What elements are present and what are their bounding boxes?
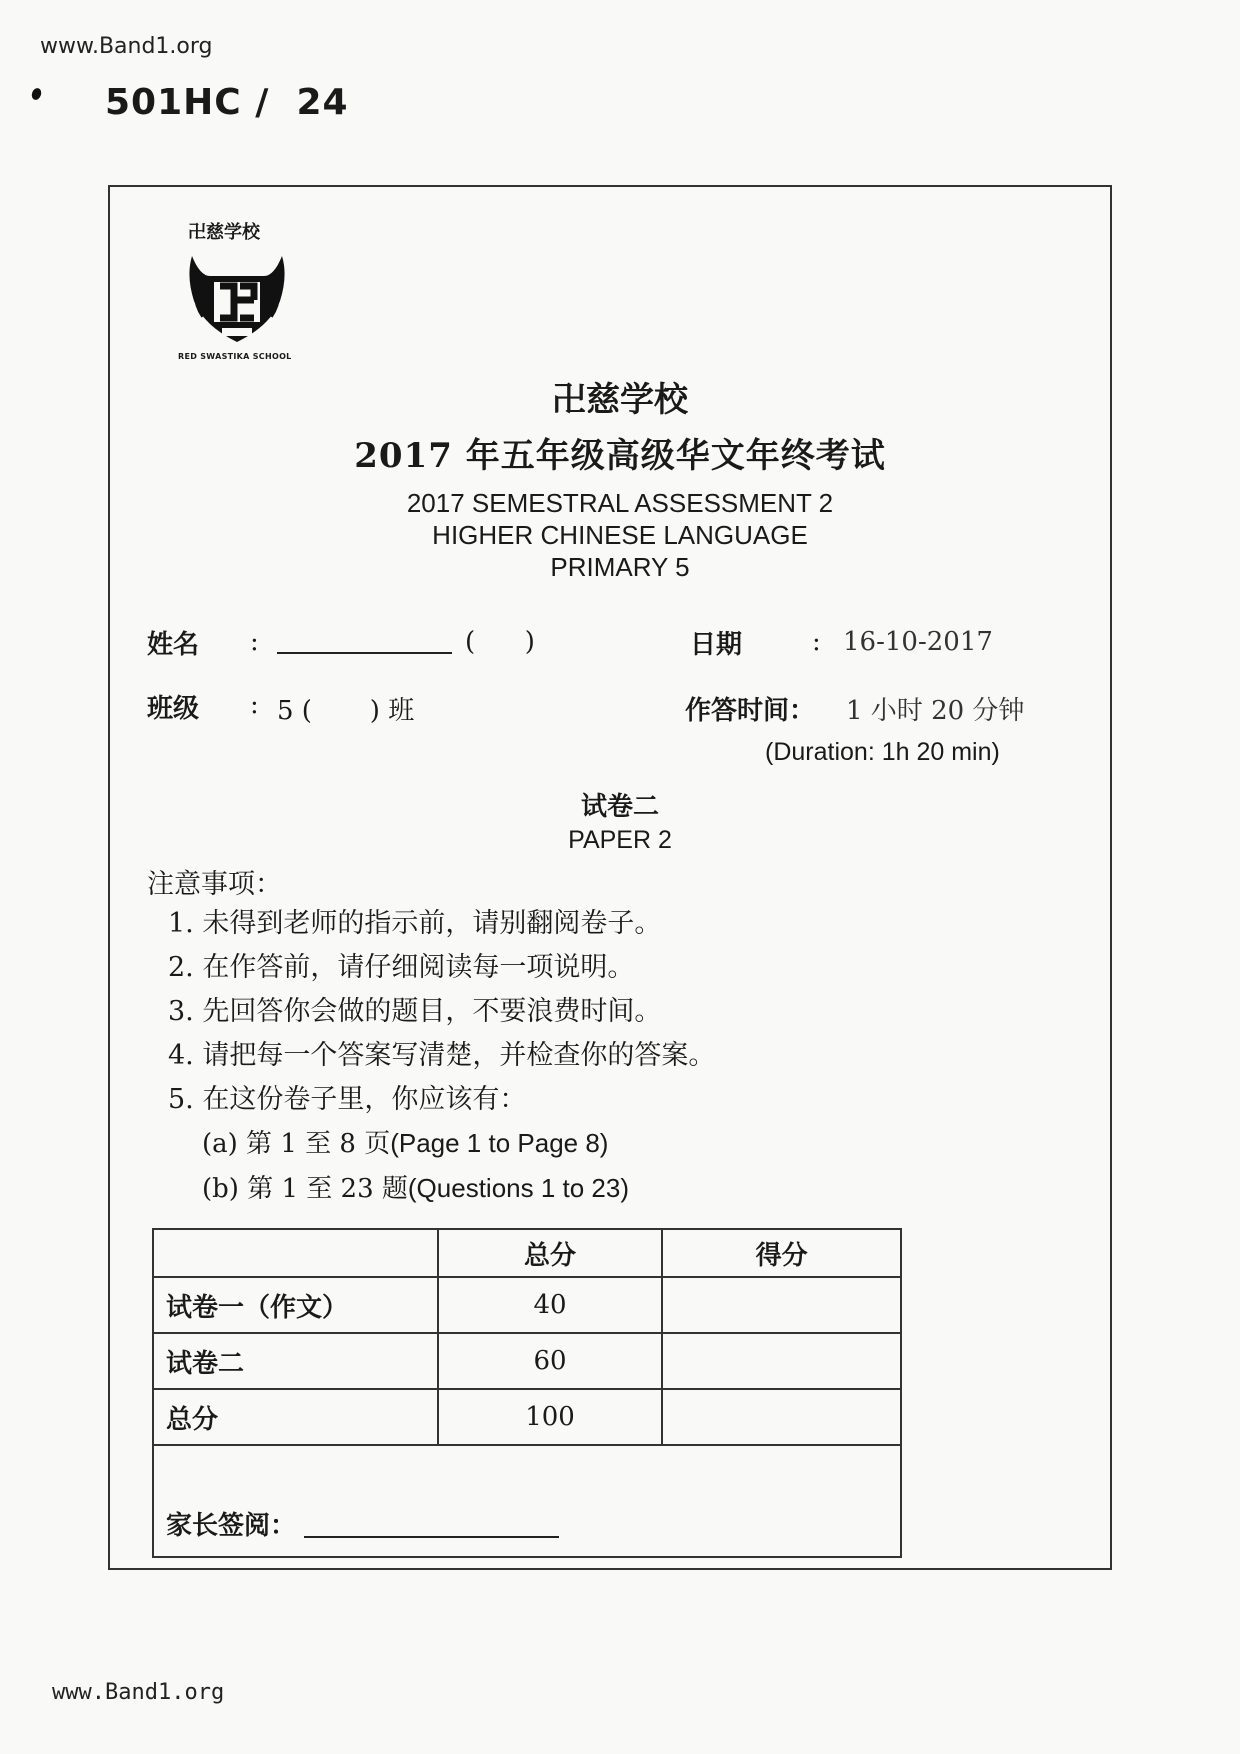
exam-title-chinese: 2017 年五年级高级华文年终考试 <box>354 436 886 476</box>
paper-code: 501HC / 24 <box>105 82 349 123</box>
note-subitem-b <box>202 1166 629 1211</box>
row-score-cell[interactable] <box>662 1389 901 1445</box>
note-item: 3. 先回答你会做的题目，不要浪费时间。 <box>168 996 662 1027</box>
paper-label-english: PAPER 2 <box>568 826 672 854</box>
watermark-bottom: www.Band1.org <box>52 1680 225 1705</box>
row-score-cell[interactable] <box>662 1277 901 1333</box>
name-colon: : <box>250 627 259 657</box>
table-row <box>153 1277 901 1333</box>
note-item: 1. 未得到老师的指示前，请别翻阅卷子。 <box>168 908 662 939</box>
watermark-top: www.Band1.org <box>40 34 213 59</box>
parent-sign-row <box>153 1445 901 1557</box>
parent-sign-label: 家长签阅： <box>166 1511 297 1541</box>
note-subitem-b-cn: (b) 第 1 至 23 题 <box>202 1174 408 1204</box>
paper-label-chinese: 试卷二 <box>580 792 659 822</box>
logo-caption: RED SWASTIKA SCHOOL <box>178 352 292 361</box>
note-item: 2. 在作答前，请仔细阅读每一项说明。 <box>168 952 635 983</box>
name-input-line[interactable] <box>277 652 452 654</box>
notes-title: 注意事项： <box>147 869 282 900</box>
row-label: 试卷二 <box>153 1333 438 1389</box>
logo-chars: 卍慈学校 <box>188 222 260 243</box>
note-subitem-a-en: (Page 1 to Page 8) <box>390 1128 609 1158</box>
row-label: 试卷一（作文） <box>153 1277 438 1333</box>
note-item: 5. 在这份卷子里，你应该有： <box>168 1084 527 1115</box>
row-label: 总分 <box>153 1389 438 1445</box>
duration-english: (Duration: 1h 20 min) <box>765 738 1000 766</box>
score-header-blank <box>153 1229 438 1277</box>
note-subitem-b-en: (Questions 1 to 23) <box>407 1173 630 1203</box>
date-colon: : <box>812 627 821 657</box>
row-score-cell[interactable] <box>662 1333 901 1389</box>
class-value[interactable]: 5 ( ) 班 <box>277 696 415 726</box>
punch-mark <box>30 87 43 101</box>
swastika-emblem-icon <box>184 246 290 346</box>
name-label: 姓名 <box>147 630 200 660</box>
time-label: 作答时间： <box>685 696 816 726</box>
notes-list <box>168 902 715 1122</box>
score-header-total: 总分 <box>438 1229 663 1277</box>
class-colon: : <box>250 690 259 720</box>
exam-title-english-line1: 2017 SEMESTRAL ASSESSMENT 2 <box>406 488 834 518</box>
note-subitem-a-cn: (a) 第 1 至 8 页 <box>202 1129 391 1159</box>
school-name: 卍慈学校 <box>552 380 688 420</box>
exam-title-english-line3: PRIMARY 5 <box>550 552 690 582</box>
score-table <box>152 1228 902 1558</box>
row-total: 60 <box>438 1333 663 1389</box>
register-number-blank[interactable]: ( ) <box>465 627 535 657</box>
note-item: 4. 请把每一个答案写清楚，并检查你的答案。 <box>168 1040 716 1071</box>
exam-title-english-line2: HIGHER CHINESE LANGUAGE <box>432 520 808 550</box>
parent-sign-line[interactable] <box>304 1536 559 1538</box>
time-value: 1 小时 20 分钟 <box>846 696 1025 726</box>
table-row <box>153 1333 901 1389</box>
row-total: 100 <box>438 1389 663 1445</box>
table-row <box>153 1389 901 1445</box>
score-table-header <box>153 1229 901 1277</box>
note-subitem-a <box>202 1121 629 1166</box>
row-total: 40 <box>438 1277 663 1333</box>
date-value: 16-10-2017 <box>843 627 993 657</box>
date-label: 日期 <box>690 630 743 660</box>
parent-sign-cell <box>153 1445 901 1557</box>
parent-sign <box>154 1505 900 1556</box>
class-label: 班级 <box>147 694 200 724</box>
school-logo <box>178 218 298 368</box>
score-header-score: 得分 <box>662 1229 901 1277</box>
notes-sublist <box>202 1121 629 1211</box>
